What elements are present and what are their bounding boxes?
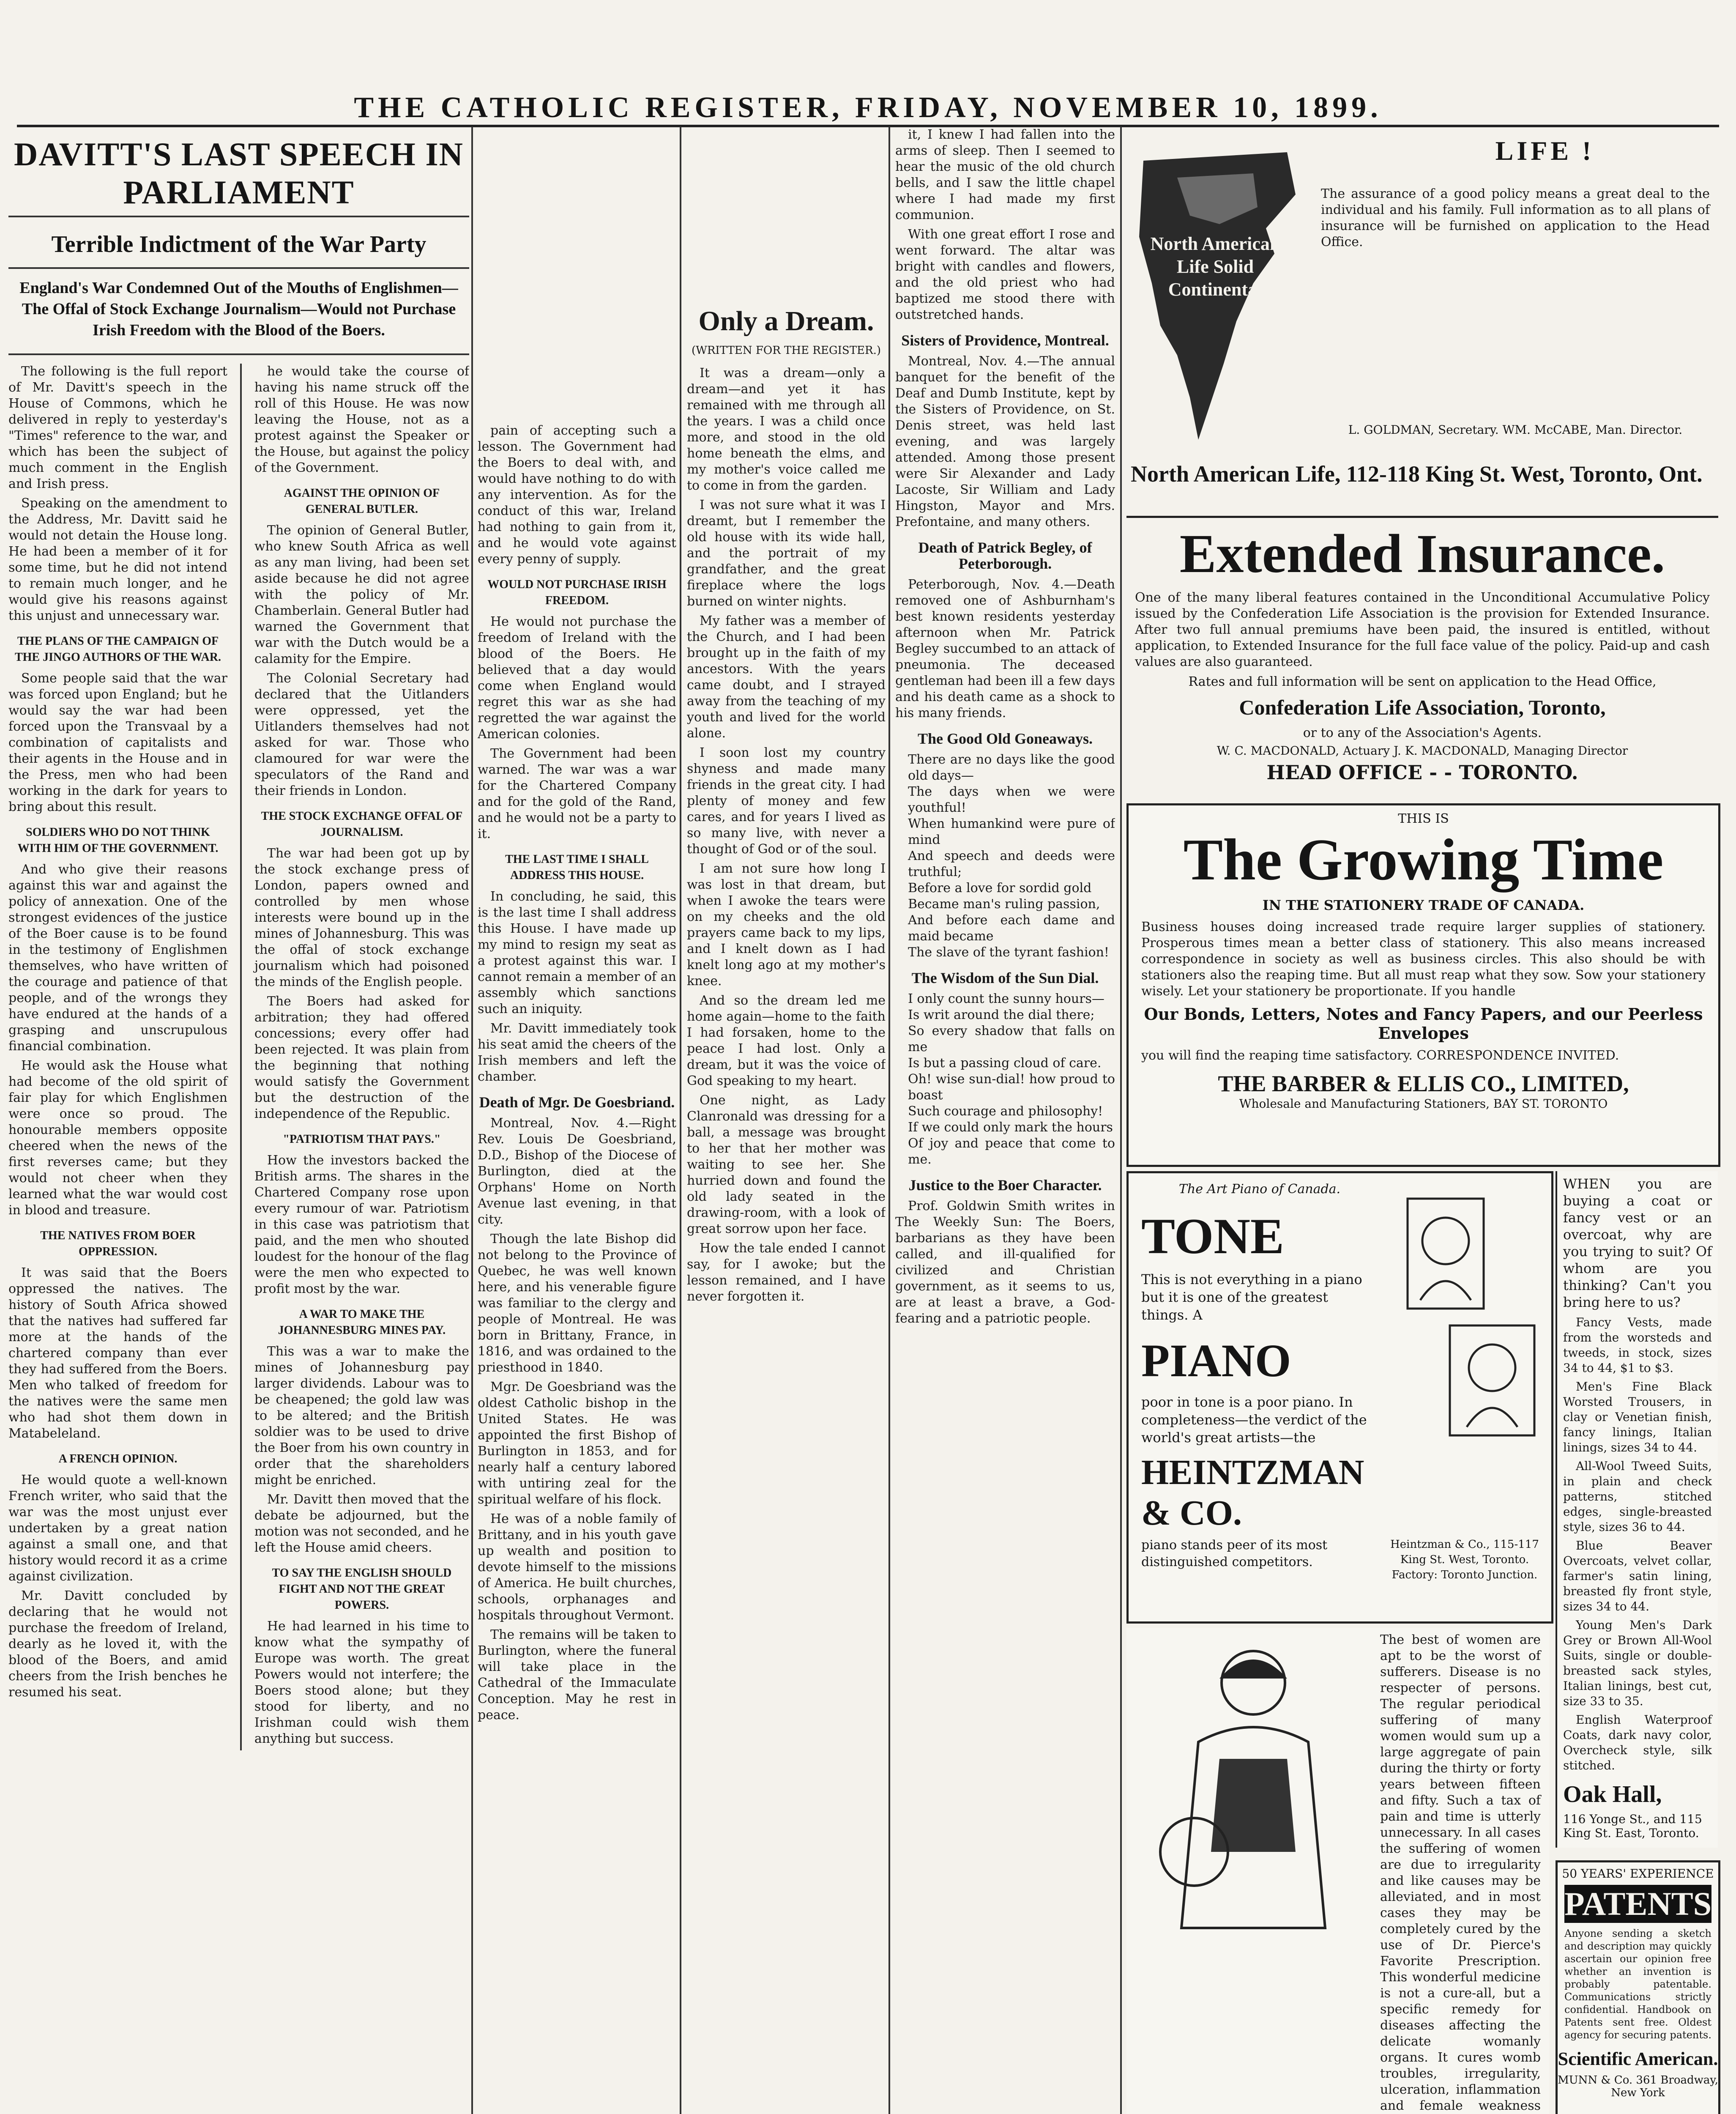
poem-line: When humankind were pure of mind [908,816,1115,847]
paragraph: He would ask the House what had become of the old spirit of fair play for which Englishmen were once so proud. The honourable members opposite cheered when the news of the first reverses came; but they would not cheer when they learned what the war would cost in blood and treasure. [8,1058,227,1218]
patents-heading: PATENTS [1564,1885,1712,1922]
section-heading: WOULD NOT PURCHASE IRISH FREEDOM. [487,578,667,607]
patents-ad [1556,1860,1720,2114]
poem-line: Is but a passing cloud of care. [908,1056,1102,1071]
paragraph: pain of accepting such a lesson. The Government had the Boers to deal with, and would have nothing to do with any intervention. As for the conduct of this war, Ireland had nothing to gain from it, and he would vote against every penny of supply. [478,423,676,567]
map-label: North American Life Solid Continental [1150,233,1280,300]
section-heading: AGAINST THE OPINION OF GENERAL BUTLER. [284,487,440,516]
life-heading: LIFE ! [1495,136,1595,166]
life-footer: North American Life, 112-118 King St. West, Toronto, Ont. [1131,461,1703,487]
list-item: Blue Beaver Overcoats, velvet collar, farmer's satin lining, breasted fly front style, sizes 34 to 44. [1563,1539,1712,1613]
patents-scientific: Scientific American. [1558,2048,1718,2069]
section-heading: Death of Patrick Begley, of Peterborough. [918,539,1092,572]
growing-text: Business houses doing increased trade require larger supplies of stationery. Prosperous times mean a better class of stationery. This also means increased correspondence in society as well as business circles. This also should be with stationers also the reaping time. But all must reap what they sow. Sow your stationery wisely. Let your stationery be proportionate. If you handle [1141,920,1706,999]
davitt-text-b [254,364,469,1750]
column-rule [680,127,681,2114]
paragraph: He was of a noble family of Brittany, and in his youth gave up wealth and position to devote himself to the missions of America. He built churches, schools, orphanages and hospitals throughout Vermont. [478,1512,676,1623]
section-heading: "PATRIOTISM THAT PAYS." [283,1133,441,1146]
poem-line: The slave of the tyrant fashion! [908,945,1109,960]
piano-word: PIANO [1141,1335,1291,1386]
column-3 [478,423,676,2114]
extended-text: One of the many liberal features contained in the Unconditional Accumulative Policy issued by the Confederation Life Association is the provision for Extended Insurance. After two full annual premiums have been paid, the insured is entitled, without application, to Extended Insurance for the full face value of the policy. Paid-up and cash values are also guaranteed. [1135,590,1710,669]
growing-text-3: you will find the reaping time satisfactory. CORRESPONDENCE INVITED. [1141,1048,1619,1063]
section-heading: THE STOCK EXCHANGE OFFAL OF JOURNALISM. [261,810,463,839]
paragraph: How the tale ended I cannot say, for I awoke; but the lesson remained, and I have never forgotten it. [687,1241,886,1304]
paragraph: In concluding, he said, this is the last time I shall address this House. I have made up my mind to resign my seat as a protest against this war. I cannot remain a member of an assembly which sanctions such an iniquity. [478,889,676,1016]
paragraph: Montreal, Nov. 4.—The annual banquet for the benefit of the Deaf and Dumb Institute, kept by the Sisters of Providence, on St. Denis street, was held last evening, and was largely attended. Among those present were Sir Alexander and Lady Lacoste, Sir William and Lady Hingston, Mayor and Mrs. Prefontaine, and many others. [895,354,1115,529]
oak-hall-items [1557,1315,1718,1773]
poem-line: Before a love for sordid gold [908,881,1092,895]
davitt-text-a [8,364,227,1750]
life-officer: L. GOLDMAN, Secretary. WM. McCABE, Man. Director. [1348,423,1683,437]
paragraph: The opinion of General Butler, who knew South Africa as well as any man living, had been set aside because he did not agree with the policy of Mr. Chamberlain. General Butler had warned the Government that war with the Dutch would be a calamity for the Empire. [254,523,469,666]
section-heading: THE NATIVES FROM BOER OPPRESSION. [40,1229,196,1258]
davitt-subhead: Terrible Indictment of the War Party [51,231,426,257]
artist-portraits-icon [1386,1190,1543,1528]
list-item: All-Wool Tweed Suits, in plain and check patterns, stitched edges, single-breasted style, sizes 36 to 44. [1563,1459,1712,1534]
column-4 [687,127,886,2114]
column-1 [8,127,469,2114]
paragraph: I was not sure what it was I dreamt, but I remember the old house with its wide hall, and the portrait of my grandfather, and the great fireplace where the logs burned on winter nights. [687,498,886,609]
headline-rule [8,216,469,217]
poem-line: Such courage and philosophy! [908,1104,1103,1119]
paragraph: it, I knew I had fallen into the arms of sleep. Then I seemed to hear the music of the old church bells, and I saw the little chapel where I had made my first communion. [895,127,1115,222]
pierce-text: The best of women are apt to be the worst of sufferers. Disease is no respecter of persons. The regular periodical suffering of many women would sum up a large aggregate of pain during the thirty or forty years between fifteen and fifty. Such a tax of pain and time is utterly unnecessary. In all cases the suffering of women are due to irregularity and like causes may be alleviated, and in most cases they may be completely cured by the use of Dr. Pierce's Favorite Prescription. This wonderful medicine is not a cure-all, but a specific remedy for diseases affecting the delicate womanly organs. It cures womb troubles, irregularity, ulceration, inflammation and female weakness [1380,1632,1541,2113]
poem-line: I only count the sunny hours— [908,991,1104,1006]
paragraph: It was said that the Boers oppressed the natives. The history of South Africa showed that the natives had suffered far more at the hands of the chartered company than ever they had suffered from the Boers. Men who talked of freedom for the natives were the same men who had shot them down in Matabeleland. [8,1265,227,1441]
dream-headline: Only a Dream. [698,306,874,337]
paragraph: It was a dream—only a dream—and yet it has remained with me through all the years. I was a child once more, and stood in the old home beneath the elms, and my mother's voice called me to come in from the garden. [687,366,886,493]
paragraph: My father was a member of the Church, and I had been brought up in the faith of my ancestors. With the years came doubt, and I strayed away from the teaching of my youth and lived for the world alone. [687,613,886,741]
paragraph: The Boers had asked for arbitration; they had offered concessions; every offer had been rejected. It was plain from the beginning that nothing would satisfy the Government but the destruction of the independence of the Republic. [254,994,469,1121]
paragraph: Peterborough, Nov. 4.—Death removed one of Ashburnham's best known residents yesterday afternoon when Mr. Patrick Begley succumbed to an attack of pneumonia. The deceased gentleman had been ill a few days and his death came as a shock to his many friends. [895,577,1115,720]
extended-company: Confederation Life Association, Toronto, [1239,696,1606,719]
masthead [0,0,1736,124]
section-heading: Justice to the Boer Character. [908,1177,1102,1194]
paragraph: With one great effort I rose and went forward. The altar was bright with candles and flowers, and the old priest who had baptized me stood there with outstretched hands. [895,227,1115,322]
extended-heading: Extended Insurance. [1179,523,1665,584]
section-heading: The Wisdom of the Sun Dial. [911,969,1099,986]
davitt-deck: England's War Condemned Out of the Mouths of Englishmen—The Offal of Stock Exchange Journalism—Would not Purchase Irish Freedom with the Blood of the Boers. [19,279,458,339]
woman-illustration-icon [1135,1632,1372,1936]
piano-brand: HEINTZMAN & CO. [1141,1453,1364,1533]
paragraph: Some people said that the war was forced upon England; but he would say the war had been forced upon the Transvaal by a combination of capitalists and their agents in the House and in the Press, men who had been working in the dark for years to bring about this result. [8,671,227,814]
growing-company: THE BARBER & ELLIS CO., LIMITED, [1218,1071,1629,1096]
column-rule [889,127,890,2114]
column-rule [471,127,473,2114]
paragraph: The Government had been warned. The war was a war for the Chartered Company and for the gold of the Rand, and he would not be a party to it. [478,746,676,841]
poem-line: Became man's ruling passion, [908,897,1100,912]
section-heading: A WAR TO MAKE THE JOHANNESBURG MINES PAY. [278,1308,446,1337]
poem-line: So every shadow that falls on me [908,1024,1115,1054]
paragraph: I soon lost my country shyness and made many friends in the great city. I had plenty of money and few cares, and for years I lived as so many live, with never a thought of God or of the soul. [687,745,886,857]
poem-line: Oh! wise sun-dial! how proud to boast [908,1072,1115,1103]
paragraph: He would not purchase the freedom of Ireland with the blood of the Boers. He believed that a day would come when England would regret this war as she had regretted the war against the American colonies. [478,614,676,742]
paragraph: This was a war to make the mines of Johannesburg pay larger dividends. Labour was to be cheapened; the gold law was to be altered; and the British soldier was to be used to drive the Boer from his own country in order that the shareholders might be enriched. [254,1344,469,1487]
paragraph: Mr. Davitt concluded by declaring that he would not purchase the freedom of Ireland, dearly as he loved it, with the blood of the Boers, and amid cheers from the Irish benches he resumed his seat. [8,1588,227,1700]
oak-hall-store: Oak Hall, [1563,1781,1662,1807]
section-heading: TO SAY THE ENGLISH SHOULD FIGHT AND NOT THE GREAT POWERS. [272,1566,452,1612]
section-heading: Death of Mgr. De Goesbriand. [479,1094,675,1111]
list-item: Fancy Vests, made from the worsteds and tweeds, in stock, sizes 34 to 44, $1 to $3. [1563,1315,1712,1375]
growing-heading: The Growing Time [1183,827,1664,893]
paragraph: The war had been got up by the stock exchange press of London, papers owned and controlled by men whose interests were bound up in the mines of Johannesburg. This was the offal of stock exchange journalism which had poisoned the minds of the English people. [254,846,469,989]
piano-text-2: poor in tone is a poor piano. In completeness—the verdict of the world's great artists—the [1141,1394,1367,1446]
paragraph: Mr. Davitt immediately took his seat amid the cheers of the Irish members and left the chamber. [478,1021,676,1084]
extended-office: HEAD OFFICE - - TORONTO. [1266,761,1578,784]
growing-text-2: Our Bonds, Letters, Notes and Fancy Papers, and our Peerless Envelopes [1144,1005,1703,1043]
section-heading: SOLDIERS WHO DO NOT THINK WITH HIM OF THE GOVERNMENT. [17,826,219,855]
paragraph: Though the late Bishop did not belong to the Province of Quebec, he was well known here, and his venerable figure was familiar to the clergy and people of Montreal. He was born in Brittany, France, in 1816, and was ordained to the priesthood in 1840. [478,1232,676,1375]
oak-hall-address: 116 Yonge St., and 115 King St. East, Toronto. [1563,1812,1702,1840]
north-american-life-ad [1126,127,1718,507]
growing-time-ad [1126,803,1720,1167]
piano-tone: TONE [1141,1208,1284,1264]
paragraph: He had learned in his time to know what the sympathy of Europe was worth. The great Powers would not interfere; the Boers stood alone; but they stood for liberty, and no Irishman could wish them anything but success. [254,1619,469,1746]
poem-line: The days when we were youthful! [908,784,1115,815]
paragraph: He would quote a well-known French writer, who said that the war was the most unjust ever undertaken by a great nation against a small one, and that history would record it as a crime against civilization. [8,1473,227,1584]
patents-text: Anyone sending a sketch and description may quickly ascertain our opinion free whether an invention is probably patentable. Communications strictly confidential. Handbook on Patents sent free. Oldest agency for securing patents. [1564,1928,1711,2041]
list-item: English Waterproof Coats, dark navy color, Overcheck style, silk stitched. [1563,1713,1712,1772]
life-text: The assurance of a good policy means a great deal to the individual and his family. Full information as to all plans of insurance will be furnished on application to the Head Office. [1321,186,1710,249]
paragraph: he would take the course of having his name struck off the roll of this House. He was now leaving the House, not as a protest against the Speaker or the House, but against the policy of the Government. [254,364,469,475]
list-item: Men's Fine Black Worsted Trousers, in clay or Venetian finish, fancy linings, Italian linings, sizes 34 to 44. [1563,1380,1712,1454]
pierce-prescription-ad [1126,1628,1549,2114]
paragraph: Speaking on the amendment to the Address, Mr. Davitt said he would not detain the House long. He had been a member of it for some time, but he did not intend to remain much longer, and he would give his reasons against this unjust and unnecessary war. [8,496,227,623]
section-heading: Sisters of Providence, Montreal. [901,332,1109,349]
extended-agents: or to any of the Association's Agents. [1303,726,1542,740]
section-heading: A FRENCH OPINION. [58,1452,178,1465]
subhead-rule [8,267,469,269]
oak-hall-text: WHEN you are buying a coat or fancy vest or an overcoat, why are you trying to suit? Of whom are you thinking? Can't you bring here to us? [1563,1176,1712,1310]
poem-line: And speech and deeds were truthful; [908,849,1115,879]
paragraph: Mr. Davitt then moved that the debate be adjourned, but the motion was not seconded, and he left the House amid cheers. [254,1492,469,1555]
poem-line: If we could only mark the hours [908,1120,1113,1135]
extended-officers: W. C. MACDONALD, Actuary J. K. MACDONALD, Managing Director [1217,744,1628,758]
piano-pre: The Art Piano of Canada. [1178,1182,1341,1197]
poem-line: There are no days like the good old days— [908,752,1115,783]
heintzman-piano-ad [1126,1171,1553,1624]
extended-insurance-ad [1126,516,1718,793]
paragraph: The Colonial Secretary had declared that the Uitlanders were oppressed, yet the Uitlanders themselves had not asked for war. Those who clamoured for war were the speculators of the Rand and their friends in London. [254,671,469,798]
growing-address: Wholesale and Manufacturing Stationers, BAY ST. TORONTO [1239,1097,1608,1111]
paragraph: And who give their reasons against this war and against the policy of annexation. One of the strongest evidences of the justice of the Boer cause is to be found in the testimony of Englishmen themselves, who have written of the courage and patience of that people, and of the wrongs they have endured at the hands of a grasping and unscrupulous financial combination. [8,862,227,1054]
section-heading: THE LAST TIME I SHALL ADDRESS THIS HOUSE. [505,853,649,882]
paragraph: And so the dream led me home again—home to the faith I had forsaken, home to the peace I had lost. Only a dream, but it was the voice of God speaking to my heart. [687,993,886,1088]
poem-sundial [895,991,1115,1168]
poem-good-old [895,752,1115,961]
column-5 [895,127,1115,2114]
patents-munn: MUNN & Co. 361 Broadway, New York [1558,2074,1718,2099]
paragraph: Prof. Goldwin Smith writes in The Weekly Sun: The Boers, barbarians as they have been called, and ill-qualified for civilized and Christian government, as it seems to us, are at least a brave, a God-fearing and a patriotic people. [895,1199,1115,1326]
list-item: Young Men's Dark Grey or Brown All-Wool Suits, single or double-breasted sack styles, Italian linings, best cut, size 33 to 35. [1563,1618,1712,1708]
paragraph: The following is the full report of Mr. Davitt's speech in the House of Commons, which he delivered in reply to yesterday's "Times" reference to the war, and which has been the subject of much comment in the English and Irish press. [8,364,227,491]
section-heading: THE PLANS OF THE CAMPAIGN OF THE JINGO AUTHORS OF THE WAR. [14,635,221,664]
oak-hall-ad [1556,1171,1718,1848]
piano-text-1: This is not everything in a piano but it is one of the greatest things. A [1141,1271,1362,1323]
paragraph: The remains will be taken to Burlington, where the funeral will take place in the Cathedral of the Immaculate Conception. May he rest in peace. [478,1627,676,1722]
inner-rule [240,364,242,1750]
dream-byline: (WRITTEN FOR THE REGISTER.) [691,344,881,357]
deck-rule [8,353,469,355]
paragraph: Mgr. De Goesbriand was the oldest Catholic bishop in the United States. He was appointed the first Bishop of Burlington in 1853, and for nearly half a century labored with untiring zeal for the spiritual welfare of his flock. [478,1380,676,1507]
growing-pre: THIS IS [1398,811,1449,826]
patents-years: 50 YEARS' EXPERIENCE [1562,1867,1714,1881]
paragraph: Montreal, Nov. 4.—Right Rev. Louis De Goesbriand, D.D., Bishop of the Diocese of Burlington, died at the Orphans' Home on North Avenue last evening, in that city. [478,1116,676,1227]
column-rule [1120,127,1122,2114]
poem-line: Is writ around the dial there; [908,1008,1095,1022]
poem-line: And before each dame and maid became [908,913,1115,944]
piano-address: Heintzman & Co., 115-117 King St. West, Toronto. Factory: Toronto Junction. [1390,1538,1539,1581]
growing-sub: IN THE STATIONERY TRADE OF CANADA. [1262,897,1585,913]
paragraph: How the investors backed the British arms. The shares in the Chartered Company rose upon every rumour of war. Patriotism in this case was patriotism that paid, and the men who shouted loudest for the honour of the flag were the men who expected to profit most by the war. [254,1153,469,1296]
paragraph: I am not sure how long I was lost in that dream, but when I awoke the tears were on my cheeks and the old prayers came back to my lips, and I knelt down as I had knelt long ago at my mother's knee. [687,861,886,989]
extended-text-2: Rates and full information will be sent on application to the Head Office, [1188,674,1657,689]
davitt-headline: DAVITT'S LAST SPEECH IN PARLIAMENT [14,136,464,211]
section-heading: The Good Old Goneaways. [917,730,1093,747]
paragraph: One night, as Lady Clanronald was dressing for a ball, a message was brought to her that her mother was waiting to see her. She hurried down and found the old lady seated in the drawing-room, with a look of great sorrow upon her face. [687,1093,886,1236]
masthead-title: THE CATHOLIC REGISTER, FRIDAY, NOVEMBER 10, 1899. [354,91,1382,124]
piano-text-3: piano stands peer of its most distinguished competitors. [1141,1538,1328,1569]
poem-line: Of joy and peace that come to me. [908,1136,1115,1167]
